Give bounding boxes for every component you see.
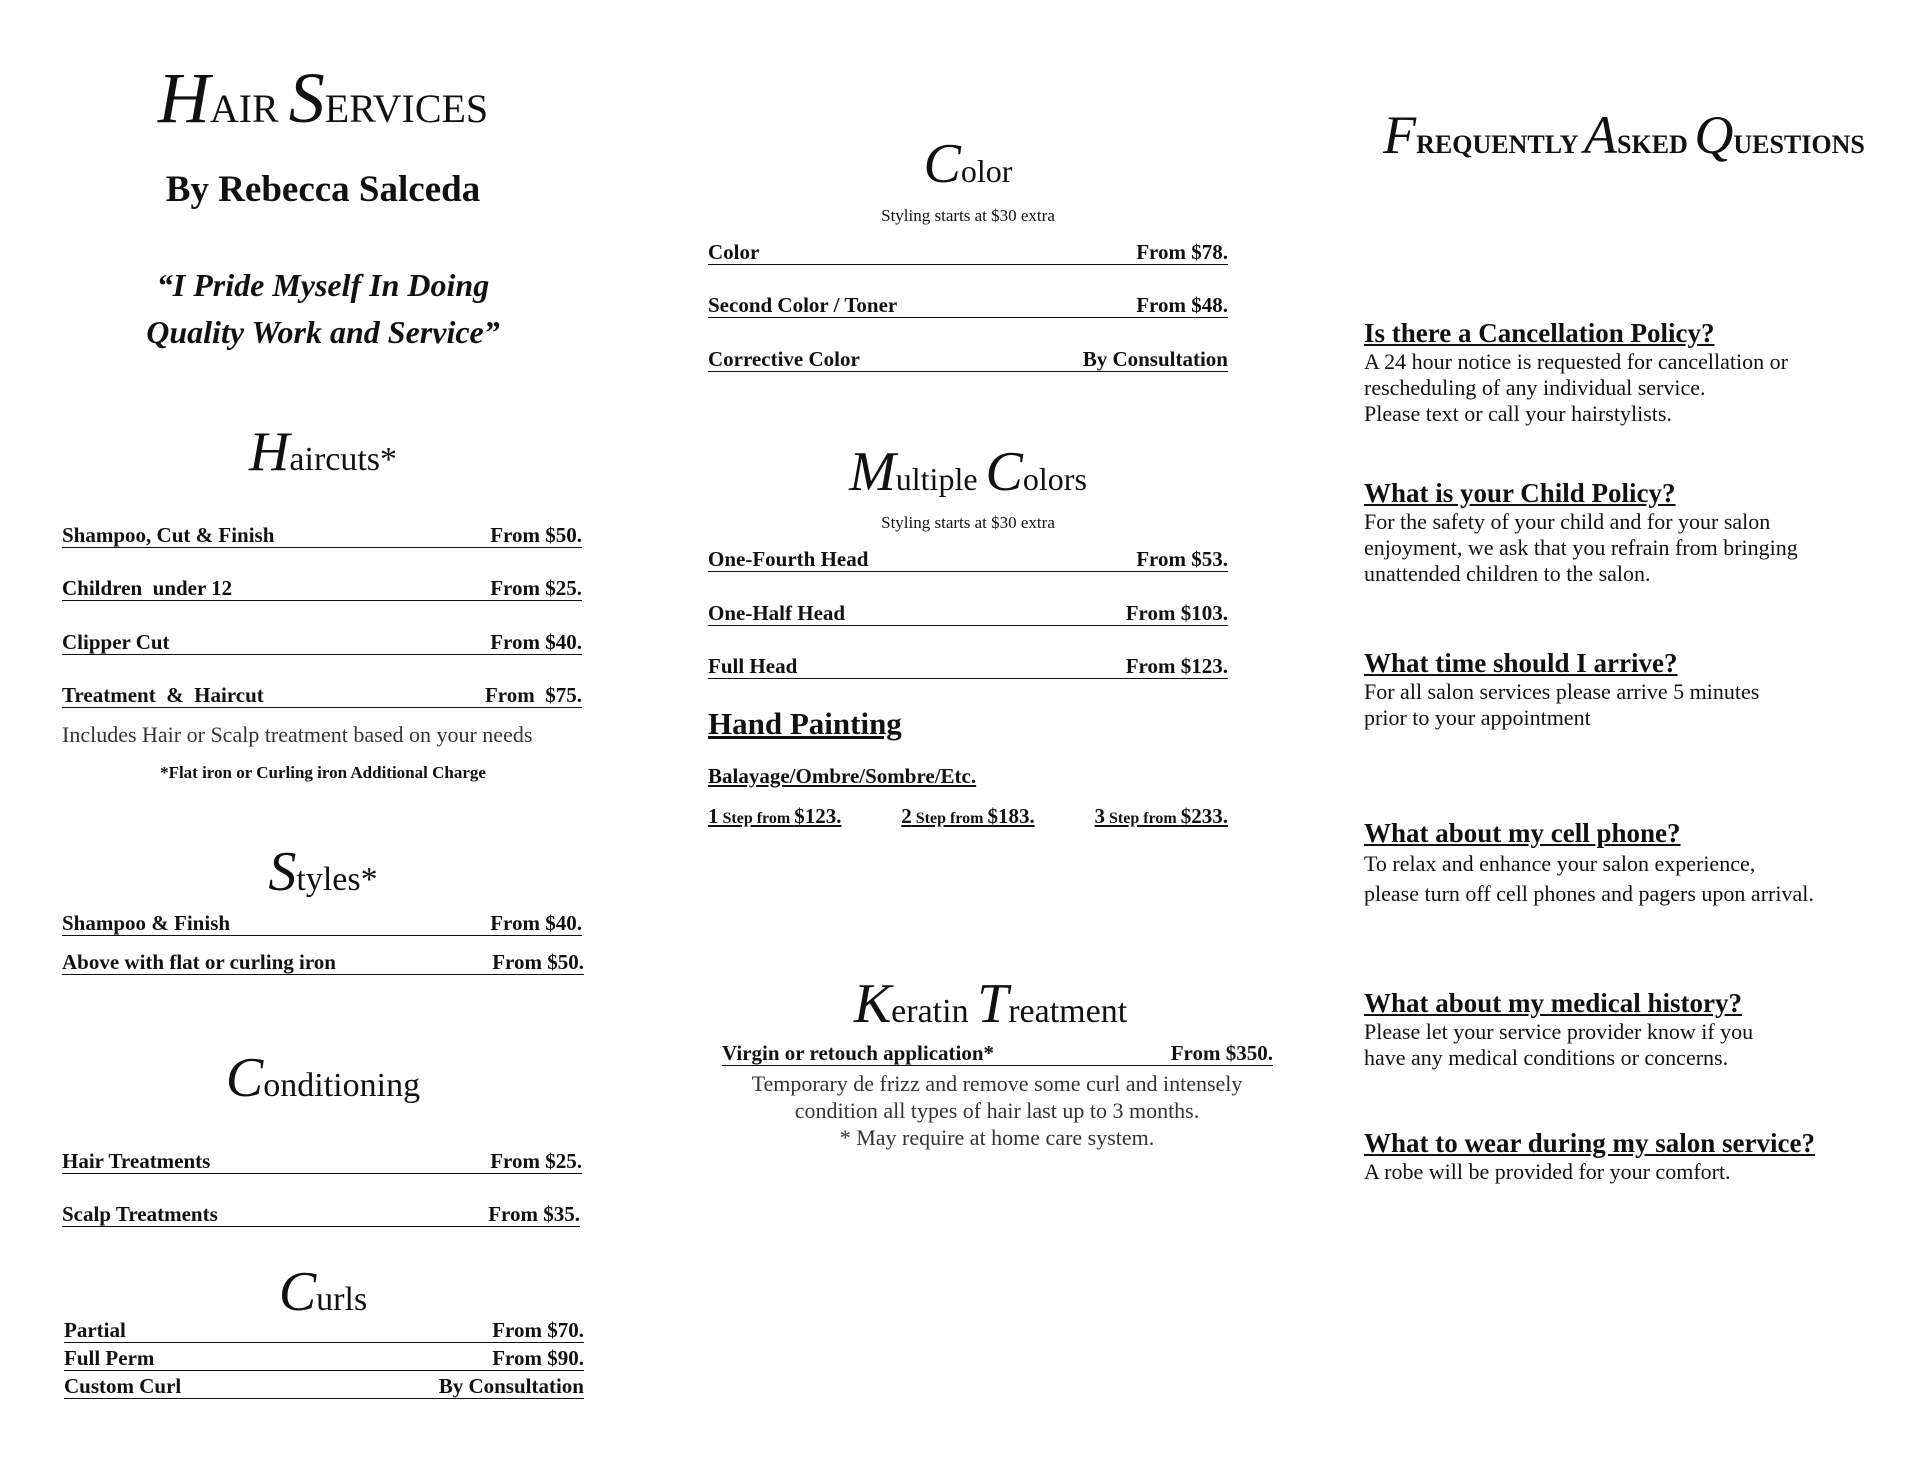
step-option [901, 804, 1034, 829]
service-price: From $40. [490, 911, 582, 935]
service-price: From $90. [492, 1346, 584, 1370]
conditioning-title-initial: C [225, 1047, 264, 1109]
multiple-colors-title [708, 440, 1228, 504]
byline: By Rebecca Salceda [165, 169, 481, 210]
keratin-initial-k: K [853, 973, 892, 1035]
service-name: Full Perm [64, 1346, 155, 1370]
keratin-word-2: reatment [1008, 993, 1128, 1030]
multiple-colors-initial-m: M [849, 441, 896, 503]
hand-painting-steps [708, 804, 1228, 829]
title-initial-h: H [157, 58, 210, 138]
step-price: $123. [794, 804, 842, 828]
service-price: From $40. [490, 630, 582, 654]
faq-answer-line: please turn off cell phones and pagers upon arrival. [1364, 881, 1814, 906]
faq-answer [1364, 1019, 1884, 1071]
faq-word-3: UESTIONS [1733, 130, 1865, 159]
faq-answer [1364, 679, 1884, 731]
service-name: Virgin or retouch application* [722, 1041, 995, 1065]
service-name: Partial [64, 1318, 126, 1342]
faq-answer-line: prior to your appointment [1364, 705, 1591, 730]
faq-answer [1364, 849, 1884, 909]
service-price: By Consultation [438, 1374, 584, 1398]
faq-initial-q: Q [1694, 105, 1734, 165]
haircuts-title [60, 420, 586, 484]
multiple-colors-word-1: ultiple [895, 461, 978, 497]
service-price: From $25. [490, 576, 582, 600]
service-price: From $50. [492, 950, 584, 974]
quote-line-2: Quality Work and Service” [146, 314, 500, 350]
step-option [708, 804, 841, 829]
curls-title [60, 1260, 586, 1324]
price-row [62, 1150, 582, 1174]
price-row [708, 655, 1228, 679]
keratin-title [708, 972, 1273, 1036]
service-price: From $35. [488, 1202, 580, 1226]
haircut-note: Includes Hair or Scalp treatment based on your needs [62, 722, 533, 747]
quote-line-1: “I Pride Myself In Doing [156, 267, 490, 303]
price-row [708, 241, 1228, 265]
faq-word-2: SKED [1617, 130, 1688, 159]
faq-question: What time should I arrive? [1364, 648, 1678, 678]
step-label: Step from [911, 810, 988, 827]
service-name: Second Color / Toner [708, 293, 898, 317]
service-name: One-Half Head [708, 601, 846, 625]
color-title [708, 132, 1228, 196]
price-row [62, 684, 582, 708]
multiple-colors-word-2: olors [1022, 461, 1087, 497]
keratin-description [708, 1070, 1286, 1151]
service-name: Shampoo, Cut & Finish [62, 523, 275, 547]
quote [60, 262, 586, 356]
step-option [1095, 804, 1228, 829]
keratin-initial-t: T [977, 973, 1009, 1035]
service-name: Corrective Color [708, 347, 860, 371]
faq-question: What about my medical history? [1364, 988, 1742, 1018]
haircuts-title-rest: aircuts* [289, 441, 398, 478]
service-price: From $70. [492, 1318, 584, 1342]
conditioning-title [60, 1046, 586, 1110]
faq-answer-line: enjoyment, we ask that you refrain from bringing [1364, 535, 1798, 560]
step-label: Step from [718, 810, 795, 827]
step-number: 2 [901, 804, 912, 828]
multiple-colors-styling-note: Styling starts at $30 extra [881, 513, 1055, 532]
keratin-desc-line: * May require at home care system. [839, 1125, 1155, 1150]
keratin-desc-line: Temporary de frizz and remove some curl and intensely [751, 1071, 1243, 1096]
multiple-colors-initial-c: C [985, 441, 1023, 503]
main-title [60, 58, 586, 138]
service-price: From $53. [1136, 547, 1228, 571]
faq-question: Is there a Cancellation Policy? [1364, 318, 1715, 348]
step-number: 3 [1094, 804, 1106, 828]
service-name: Custom Curl [64, 1374, 182, 1398]
service-name: Color [708, 240, 760, 264]
step-price: $233. [1180, 804, 1228, 828]
price-row [62, 524, 582, 548]
title-word-2: ERVICES [324, 86, 489, 131]
hand-painting-title: Hand Painting [708, 706, 902, 741]
service-price: From $75. [484, 683, 582, 707]
step-price: $183. [987, 804, 1035, 828]
service-price: From $123. [1125, 654, 1228, 678]
faq-answer-line: Please let your service provider know if you [1364, 1019, 1754, 1044]
service-name: Hair Treatments [62, 1149, 211, 1173]
faq-answer-line: A 24 hour notice is requested for cancellation or [1364, 349, 1788, 374]
faq-question: What to wear during my salon service? [1364, 1128, 1815, 1158]
faq-answer [1364, 1159, 1884, 1185]
styles-title [60, 840, 586, 904]
faq-answer-line: For all salon services please arrive 5 minutes [1364, 679, 1760, 704]
conditioning-title-rest: onditioning [263, 1067, 421, 1104]
price-row [62, 631, 582, 655]
price-row [708, 294, 1228, 318]
price-row [708, 548, 1228, 572]
faq-initial-a: A [1584, 105, 1618, 165]
service-name: Children under 12 [62, 576, 233, 600]
faq-answer-line: For the safety of your child and for your salon [1364, 509, 1771, 534]
service-name: Full Head [708, 654, 798, 678]
step-number: 1 [708, 804, 719, 828]
faq-answer-line: A robe will be provided for your comfort. [1364, 1159, 1731, 1184]
price-row [64, 1347, 584, 1371]
price-row [64, 1319, 584, 1343]
price-row [62, 912, 582, 936]
service-price: From $78. [1136, 240, 1228, 264]
price-row [708, 348, 1228, 372]
curls-title-rest: urls [316, 1281, 368, 1318]
haircut-footnote: *Flat iron or Curling iron Additional Charge [160, 763, 486, 782]
price-row [64, 1375, 584, 1399]
service-name: Above with flat or curling iron [62, 950, 336, 974]
haircuts-title-initial: H [248, 421, 290, 483]
hand-painting-subtitle: Balayage/Ombre/Sombre/Etc. [708, 764, 977, 788]
price-row [722, 1042, 1273, 1066]
service-price: From $25. [490, 1149, 582, 1173]
faq-answer-line: To relax and enhance your salon experience, [1364, 851, 1756, 876]
faq-answer [1364, 509, 1884, 587]
faq-answer-line: have any medical conditions or concerns. [1364, 1045, 1729, 1070]
service-name: Treatment & Haircut [62, 683, 264, 707]
keratin-word-1: eratin [891, 993, 969, 1030]
service-price: From $50. [490, 523, 582, 547]
service-name: Clipper Cut [62, 630, 170, 654]
faq-answer-line: rescheduling of any individual service. [1364, 375, 1706, 400]
styles-title-rest: tyles* [296, 861, 378, 898]
service-price: From $48. [1136, 293, 1228, 317]
price-row [62, 577, 582, 601]
faq-question: What is your Child Policy? [1364, 478, 1676, 508]
price-row [708, 602, 1228, 626]
faq-question: What about my cell phone? [1364, 818, 1681, 848]
service-price: From $103. [1125, 601, 1228, 625]
faq-answer-line: Please text or call your hairstylists. [1364, 401, 1672, 426]
step-label: Step from [1105, 810, 1181, 827]
price-row [62, 1203, 580, 1227]
price-row [62, 951, 584, 975]
color-title-rest: olor [960, 153, 1013, 189]
color-styling-note: Styling starts at $30 extra [881, 206, 1055, 225]
service-name: One-Fourth Head [708, 547, 869, 571]
service-name: Scalp Treatments [62, 1202, 218, 1226]
faq-initial-f: F [1383, 105, 1417, 165]
title-word-1: AIR [209, 86, 279, 131]
curls-title-initial: C [278, 1261, 317, 1323]
faq-answer [1364, 349, 1884, 427]
color-title-initial: C [923, 133, 961, 195]
service-price: By Consultation [1082, 347, 1228, 371]
service-price: From $350. [1170, 1041, 1273, 1065]
styles-title-initial: S [268, 841, 297, 903]
faq-title [1364, 104, 1884, 166]
faq-word-1: REQUENTLY [1416, 130, 1578, 159]
title-initial-s: S [288, 58, 325, 138]
service-name: Shampoo & Finish [62, 911, 231, 935]
keratin-desc-line: condition all types of hair last up to 3 months. [794, 1098, 1200, 1123]
faq-answer-line: unattended children to the salon. [1364, 561, 1651, 586]
